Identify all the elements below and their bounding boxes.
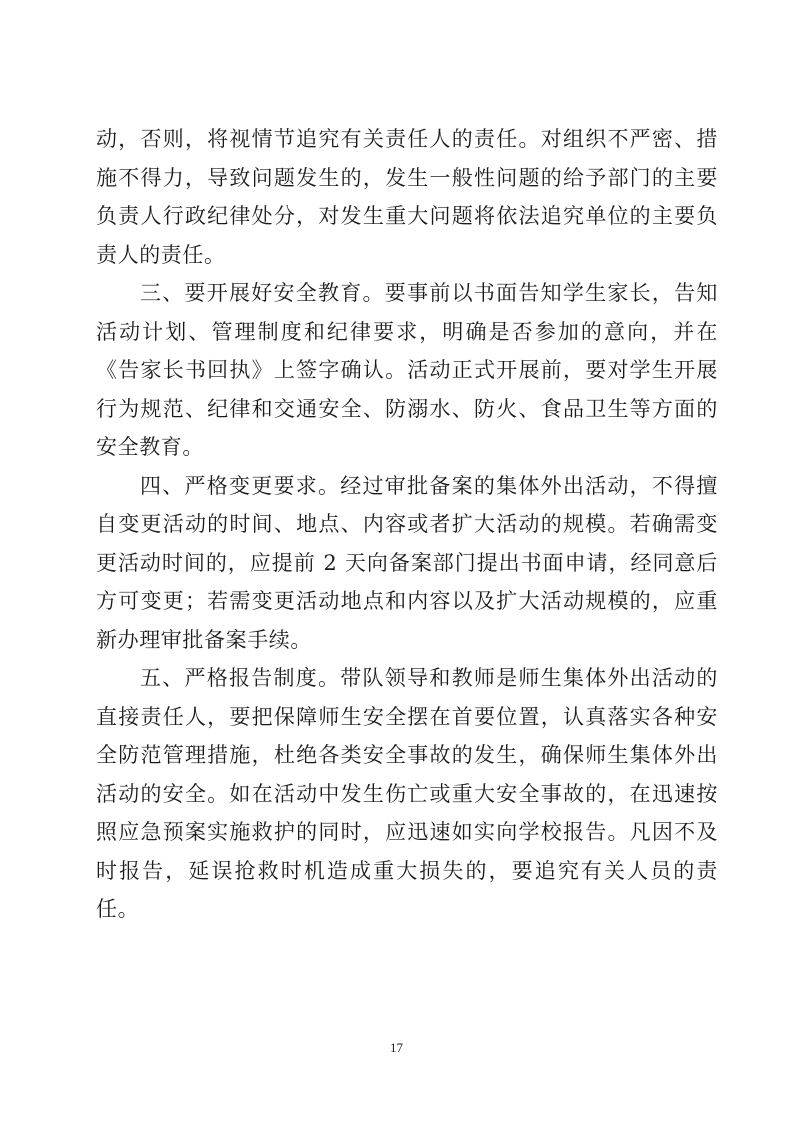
- paragraph-reporting-system: 五、严格报告制度。带队领导和教师是师生集体外出活动的直接责任人，要把保障师生安全摆在首要位置，认真落实各种安全防范管理措施，杜绝各类安全事故的发生，确保师生集体外出活动的安全。如在活动中发生伤亡或重大安全事故的，在迅速按照应急预案实施救护的同时，应迅速如实向学校报告。凡因不及时报告，延误抢救时机造成重大损失的，要追究有关人员的责任。: [96, 666, 718, 921]
- paragraph-continuation: 动，否则，将视情节追究有关责任人的责任。对组织不严密、措施不得力，导致问题发生的，发生一般性问题的给予部门的主要负责人行政纪律处分，对发生重大问题将依法追究单位的主要负责人的责任。: [96, 127, 718, 267]
- paragraph-safety-education: 三、要开展好安全教育。要事前以书面告知学生家长，告知活动计划、管理制度和纪律要求，明确是否参加的意向，并在《告家长书回执》上签字确认。活动正式开展前，要对学生开展行为规范、纪律和交通安全、防溺水、防火、食品卫生等方面的安全教育。: [96, 281, 718, 459]
- page-number: 17: [390, 1040, 403, 1055]
- document-body: [96, 120, 718, 929]
- paragraph-change-requirements: 四、严格变更要求。经过审批备案的集体外出活动，不得擅自变更活动的时间、地点、内容或者扩大活动的规模。若确需变更活动时间的，应提前 2 天向备案部门提出书面申请，经同意后方可变更；若需变更活动地点和内容以及扩大活动规模的，应重新办理审批备案手续。: [96, 473, 718, 652]
